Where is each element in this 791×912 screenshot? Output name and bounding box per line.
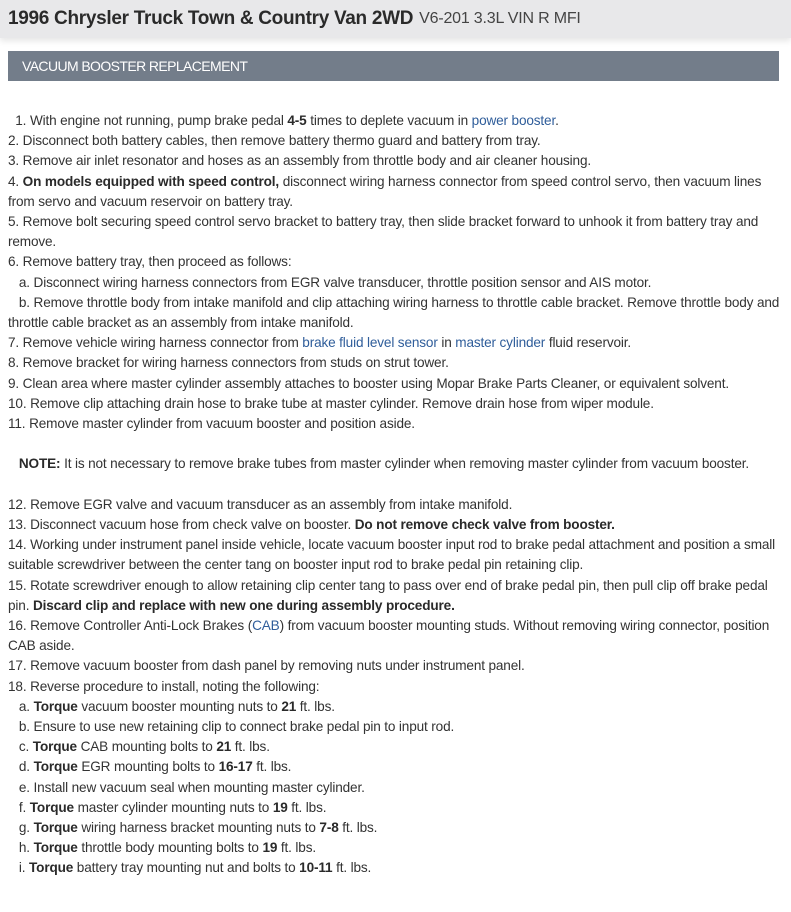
cab-link[interactable]: CAB: [252, 618, 280, 634]
step-14: 14. Working under instrument panel inside vehicle, locate vacuum booster input rod to brake pedal attachment and position a small suitable screwdriver between the center tang on booster input rod to brake pedal pin retaining clip.: [8, 537, 776, 573]
procedure-content: [8, 111, 780, 879]
step-18h: h. Torque throttle body mounting bolts to 19 ft. lbs.: [18, 840, 316, 856]
vehicle-title: 1996 Chrysler Truck Town & Country Van 2WD: [8, 8, 414, 29]
step-18a: a. Torque vacuum booster mounting nuts to 21 ft. lbs.: [18, 698, 335, 714]
step-18d: d. Torque EGR mounting bolts to 16-17 ft. lbs.: [18, 759, 292, 775]
step-17: 17. Remove vacuum booster from dash panel by removing nuts under instrument panel.: [8, 658, 525, 674]
step-18c: c. Torque CAB mounting bolts to 21 ft. lbs.: [18, 739, 270, 755]
master-cylinder-link[interactable]: master cylinder: [455, 335, 546, 351]
step-18g: g. Torque wiring harness bracket mounting nuts to 7-8 ft. lbs.: [18, 820, 378, 836]
section-banner: [8, 51, 779, 81]
step-1: 1. With engine not running, pump brake pedal 4-5 times to deplete vacuum in power booster.: [11, 113, 559, 128]
brake-fluid-level-sensor-link[interactable]: brake fluid level sensor: [302, 335, 438, 351]
note: NOTE: It is not necessary to remove brake tubes from master cylinder when removing master cylinder from vacuum booster.: [18, 456, 749, 472]
step-12: 12. Remove EGR valve and vacuum transducer as an assembly from intake manifold.: [8, 496, 513, 512]
power-booster-link[interactable]: power booster: [471, 113, 556, 128]
step-15: 15. Rotate screwdriver enough to allow retaining clip center tang to pass over end of brake pedal pin, then pull clip off brake pedal pin. Discard clip and replace with new one during assembly procedure.: [8, 577, 768, 613]
note-label: NOTE:: [18, 456, 61, 472]
step-6b: b. Remove throttle body from intake manifold and clip attaching wiring harness to throttle cable bracket. Remove throttle body and throttle cable bracket as an assembly from intake manifold.: [8, 294, 780, 331]
step-11: 11. Remove master cylinder from vacuum booster and position aside.: [8, 416, 415, 432]
step-6a: a. Disconnect wiring harness connectors from EGR valve transducer, throttle position sensor and AIS motor.: [18, 274, 652, 290]
step-18: 18. Reverse procedure to install, noting the following:: [8, 678, 320, 694]
step-16: 16. Remove Controller Anti-Lock Brakes (CAB) from vacuum booster mounting studs. Without removing wiring connector, position CAB aside.: [8, 618, 770, 654]
step-5: 5. Remove bolt securing speed control servo bracket to battery tray, then slide bracket forward to unhook it from battery tray and remove.: [8, 214, 759, 250]
step-6: 6. Remove battery tray, then proceed as follows:: [8, 254, 292, 270]
step-18e: e. Install new vacuum seal when mounting master cylinder.: [18, 779, 365, 795]
step-7: 7. Remove vehicle wiring harness connector from brake fluid level sensor in master cylinder fluid reservoir.: [8, 335, 632, 351]
step-18i: i. Torque battery tray mounting nut and bolts to 10-11 ft. lbs.: [18, 860, 372, 876]
step-9: 9. Clean area where master cylinder assembly attaches to booster using Mopar Brake Parts Cleaner, or equivalent solvent.: [8, 375, 729, 391]
step-13: 13. Disconnect vacuum hose from check valve on booster. Do not remove check valve from booster.: [8, 517, 615, 533]
step-10: 10. Remove clip attaching drain hose to brake tube at master cylinder. Remove drain hose from wiper module.: [8, 395, 654, 411]
engine-subtitle: V6-201 3.3L VIN R MFI: [419, 10, 581, 27]
step-8: 8. Remove bracket for wiring harness connectors from studs on strut tower.: [8, 355, 449, 371]
page-header: [0, 0, 791, 38]
step-2: 2. Disconnect both battery cables, then remove battery thermo guard and battery from tray.: [8, 133, 541, 149]
step-3: 3. Remove air inlet resonator and hoses as an assembly from throttle body and air cleaner housing.: [8, 153, 591, 169]
step-4: 4. On models equipped with speed control, disconnect wiring harness connector from speed control servo, then vacuum lines from servo and vacuum reservoir on battery tray.: [8, 173, 762, 209]
step-18b: b. Ensure to use new retaining clip to connect brake pedal pin to input rod.: [18, 719, 455, 735]
step-18f: f. Torque master cylinder mounting nuts to 19 ft. lbs.: [18, 799, 327, 815]
section-title: VACUUM BOOSTER REPLACEMENT: [22, 58, 248, 74]
